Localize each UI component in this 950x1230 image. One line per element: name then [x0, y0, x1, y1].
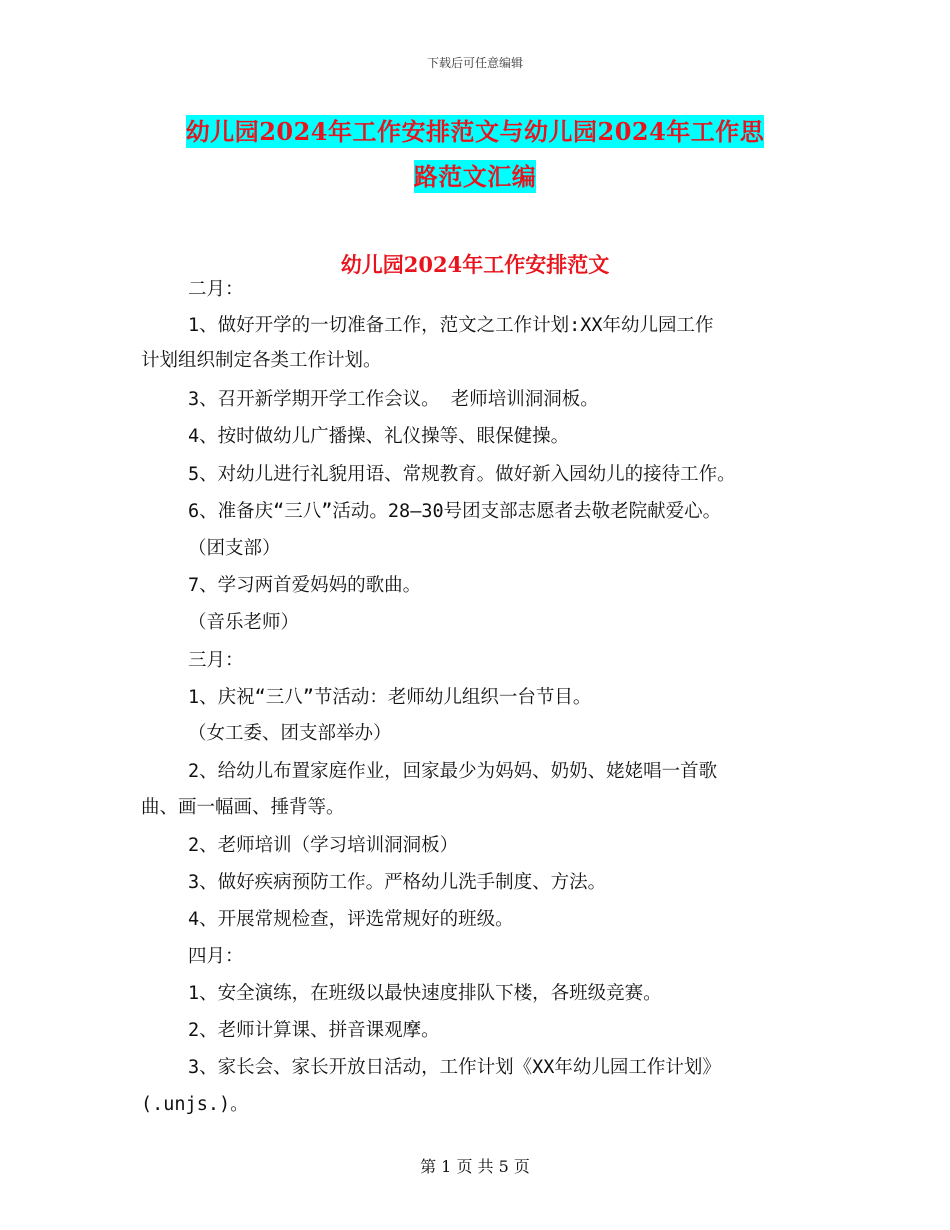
body-line: 2、老师计算课、拼音课观摩。	[188, 1020, 440, 1041]
body-line: 二月：	[188, 279, 244, 300]
body-line: （音乐老师）	[188, 612, 300, 633]
document-title-line-1	[0, 112, 950, 147]
body-line: （团支部）	[188, 538, 281, 559]
body-line: 2、给幼儿布置家庭作业，回家最少为妈妈、奶奶、姥姥唱一首歌	[188, 761, 718, 782]
body-line: 3、召开新学期开学工作会议。 老师培训洞洞板。	[188, 389, 599, 410]
body-line: (.unjs.)。	[141, 1094, 249, 1115]
page-footer: 第 1 页 共 5 页	[420, 1157, 530, 1176]
body-line: 3、家长会、家长开放日活动，工作计划《XX年幼儿园工作计划》	[188, 1057, 721, 1078]
body-line: 1、安全演练，在班级以最快速度排队下楼，各班级竞赛。	[188, 983, 662, 1004]
page-header-note: 下载后可任意编辑	[426, 56, 523, 70]
body-line: （女工委、团支部举办）	[188, 723, 392, 744]
body-line: 计划组织制定各类工作计划。	[141, 350, 382, 371]
body-line: 4、按时做幼儿广播操、礼仪操等、眼保健操。	[188, 426, 570, 447]
body-line: 四月：	[188, 946, 244, 967]
body-line: 3、做好疾病预防工作。严格幼儿洗手制度、方法。	[188, 872, 607, 893]
body-line: 6、准备庆“三八”活动。28—30号团支部志愿者去敬老院献爱心。	[188, 501, 722, 522]
title-highlight-1: 幼儿园2024年工作安排范文与幼儿园2024年工作思	[185, 117, 765, 146]
section-subtitle: 幼儿园2024年工作安排范文	[340, 252, 610, 277]
body-line: 曲、画一幅画、捶背等。	[141, 797, 345, 818]
document-title-line-2	[0, 157, 950, 192]
body-line: 1、庆祝“三八”节活动：老师幼儿组织一台节目。	[188, 687, 592, 708]
body-line: 2、老师培训（学习培训洞洞板）	[188, 835, 459, 856]
body-line: 1、做好开学的一切准备工作，范文之工作计划:XX年幼儿园工作	[188, 315, 714, 336]
body-line: 5、对幼儿进行礼貌用语、常规教育。做好新入园幼儿的接待工作。	[188, 464, 736, 485]
title-highlight-2: 路范文汇编	[413, 162, 537, 191]
body-line: 4、开展常规检查，评选常规好的班级。	[188, 909, 514, 930]
body-line: 7、学习两首爱妈妈的歌曲。	[188, 575, 422, 596]
body-line: 三月：	[188, 650, 244, 671]
